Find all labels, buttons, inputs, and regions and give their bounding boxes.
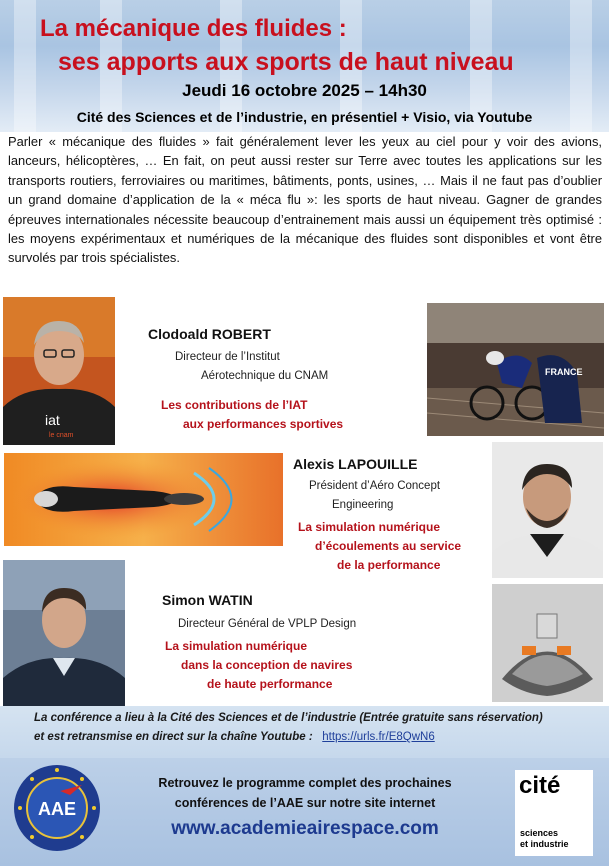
speaker-name-2: Alexis LAPOUILLE bbox=[293, 456, 418, 472]
portrait-simon-watin bbox=[3, 560, 125, 708]
event-date: Jeudi 16 octobre 2025 – 14h30 bbox=[182, 81, 427, 100]
cfd-cyclist-simulation bbox=[4, 453, 283, 546]
portrait-alexis-lapouille bbox=[492, 442, 603, 578]
speaker-name-3: Simon WATIN bbox=[162, 592, 253, 608]
website-link[interactable]: www.academieairespace.com bbox=[171, 818, 439, 839]
talk-title-2: La simulation numérique d’écoulements au service de la performance bbox=[298, 520, 462, 572]
svg-text:AAE: AAE bbox=[37, 799, 77, 819]
speaker-role-2: Président d’Aéro Concept Engineering bbox=[309, 480, 441, 511]
title-line-1: La mécanique des fluides : bbox=[40, 15, 347, 42]
speaker-role-1: Directeur de l’Institut Aérotechnique du CNAM bbox=[175, 351, 329, 382]
svg-text:le cnam: le cnam bbox=[49, 432, 74, 439]
program-line-2: conférences de l’AAE sur notre site internet bbox=[174, 796, 436, 810]
intro-paragraph: Parler « mécanique des fluides » fait généralement lever les yeux au ciel pour y voir des avions, lanceurs, hélicoptères, … En fait, on peut aussi rester sur Terre avec toutes les applications sur les transports routiers, ferroviaires ou maritimes, bâtiments, ponts, usines, … Mais il ne faut pas d’oublier un grand domaine d’application de la « méca flu »: les sports de haut niveau. Gagner de grandes épreuves internationales nécessite beaucoup d’entrainement mais aussi un équipement très optimisé : les moyens expérimentaux et numériques de la mécanique des fluides sont disponibles et vont être survolés par trois spécialistes. bbox=[8, 134, 602, 266]
jersey-text: FRANCE bbox=[545, 367, 583, 377]
photo-cyclists-wind-tunnel bbox=[427, 303, 604, 436]
speaker-name-1: Clodoald ROBERT bbox=[148, 326, 271, 342]
event-venue: Cité des Sciences et de l’industrie, en présentiel + Visio, via Youtube bbox=[76, 109, 533, 125]
portrait-clodoald-robert bbox=[3, 297, 115, 445]
program-line-1: Retrouvez le programme complet des prochaines bbox=[158, 776, 452, 790]
aae-logo bbox=[12, 763, 102, 853]
talk-title-1: Les contributions de l’IAT aux performances sportives bbox=[161, 398, 344, 431]
photo-boat-model bbox=[492, 584, 603, 702]
info-line-2: et est retransmise en direct sur la chaîne Youtube : https://urls.fr/E8QwN6 bbox=[34, 731, 435, 743]
info-line-1: La conférence a lieu à la Cité des Sciences et de l’industrie (Entrée gratuite sans réservation) bbox=[34, 712, 543, 724]
title-line-2: ses apports aux sports de haut niveau bbox=[58, 48, 514, 76]
speaker-role-3: Directeur Général de VPLP Design bbox=[178, 618, 357, 630]
header-banner bbox=[0, 0, 609, 132]
iat-shirt-logo: iat bbox=[45, 412, 60, 428]
cite-logo: cité sciences et industrie bbox=[515, 770, 593, 856]
youtube-link[interactable]: https://urls.fr/E8QwN6 bbox=[322, 731, 435, 743]
talk-title-3: La simulation numérique dans la conception de navires de haute performance bbox=[165, 639, 353, 691]
